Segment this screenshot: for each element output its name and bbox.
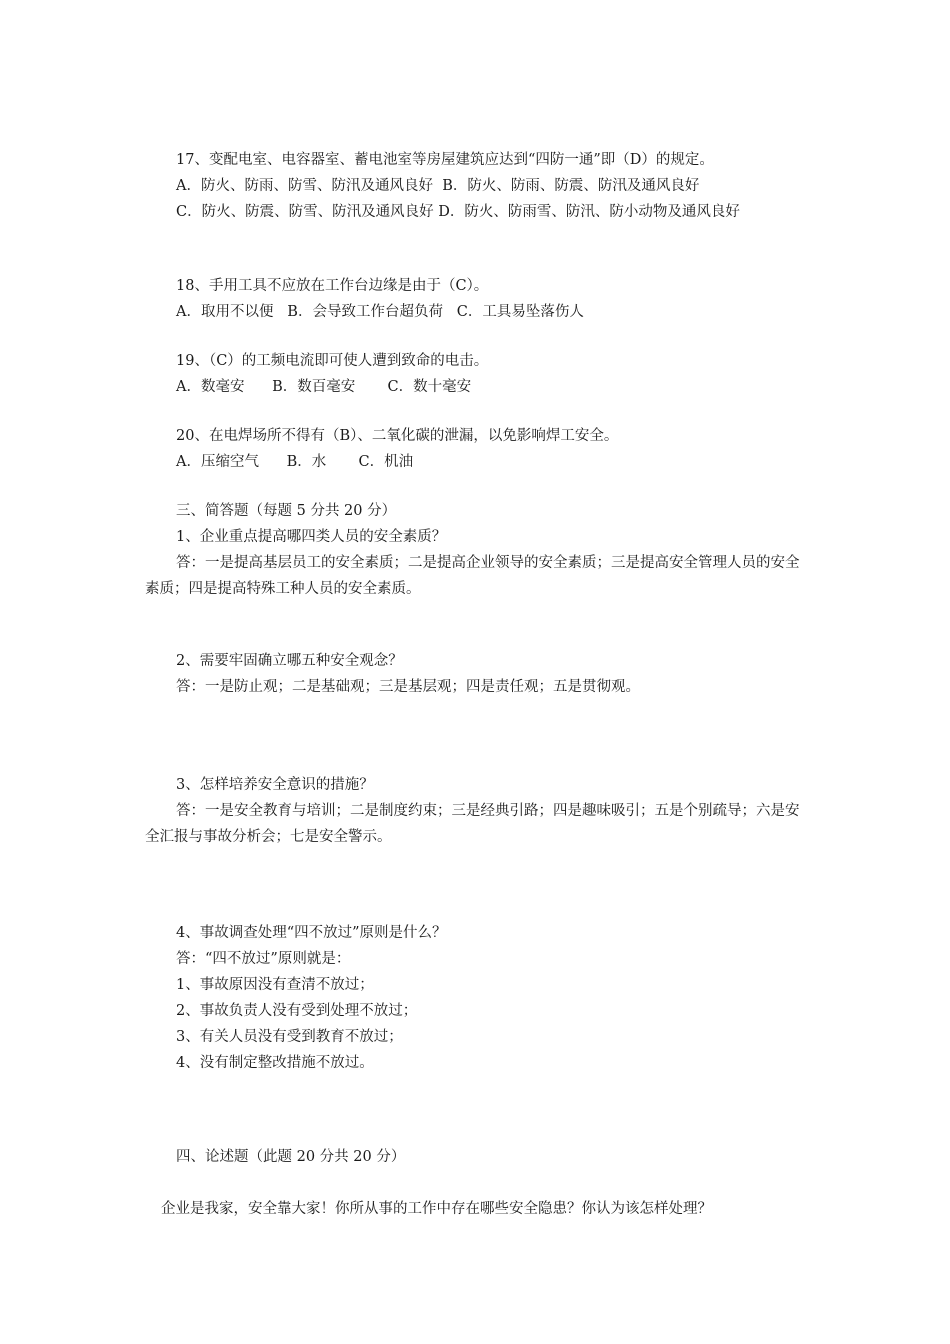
q17-options-cd: C．防火、防震、防雪、防汛及通风良好 D．防火、防雨雪、防汛、防小动物及通风良好 — [176, 204, 740, 220]
section3-a2: 答：一是防止观；二是基础观；三是基层观；四是责任观；五是贯彻观。 — [176, 679, 640, 695]
section3-a3: 答：一是安全教育与培训；二是制度约束；三是经典引路；四是趣味吸引；五是个别疏导；六是安全汇报与事故分析会；七是安全警示。 — [145, 803, 800, 845]
section3-q1: 1、企业重点提高哪四类人员的安全素质？ — [176, 529, 447, 545]
q17-question: 17、变配电室、电容器室、蓄电池室等房屋建筑应达到“四防一通”即（D）的规定。 — [176, 152, 714, 168]
q18-question: 18、手用工具不应放在工作台边缘是由于（C）。 — [176, 278, 489, 294]
q20-options: A．压缩空气 B．水 C．机油 — [176, 454, 414, 470]
q19-question: 19、（C）的工频电流即可使人遭到致命的电击。 — [176, 353, 489, 369]
section4-prompt: 企业是我家，安全靠大家！你所从事的工作中存在哪些安全隐患？你认为该怎样处理？ — [161, 1201, 712, 1217]
section4-heading: 四、论述题（此题 20 分共 20 分） — [176, 1149, 406, 1165]
section3-a4-item: 1、事故原因没有查清不放过； — [176, 977, 374, 993]
section3-a4-item: 3、有关人员没有受到教育不放过； — [176, 1029, 403, 1045]
section3-a4-item: 2、事故负责人没有受到处理不放过； — [176, 1003, 418, 1019]
section3-q4: 4、事故调查处理“四不放过”原则是什么？ — [176, 925, 447, 941]
section3-a4-intro: 答：“四不放过”原则就是： — [176, 951, 351, 967]
section3-q2: 2、需要牢固确立哪五种安全观念？ — [176, 653, 403, 669]
section3-heading: 三、简答题（每题 5 分共 20 分） — [176, 503, 397, 519]
section3-a4-item: 4、没有制定整改措施不放过。 — [176, 1055, 374, 1071]
q20-question: 20、在电焊场所不得有（B）、二氧化碳的泄漏，以免影响焊工安全。 — [176, 428, 619, 444]
q18-options: A．取用不以便 B．会导致工作台超负荷 C．工具易坠落伤人 — [176, 304, 584, 320]
section3-q3: 3、怎样培养安全意识的措施？ — [176, 777, 374, 793]
q19-options: A．数毫安 B．数百毫安 C．数十毫安 — [176, 379, 472, 395]
section3-a1: 答：一是提高基层员工的安全素质；二是提高企业领导的安全素质；三是提高安全管理人员的安全素质；四是提高特殊工种人员的安全素质。 — [145, 555, 800, 597]
q17-options-ab: A．防火、防雨、防雪、防汛及通风良好 B．防火、防雨、防震、防汛及通风良好 — [176, 178, 700, 194]
